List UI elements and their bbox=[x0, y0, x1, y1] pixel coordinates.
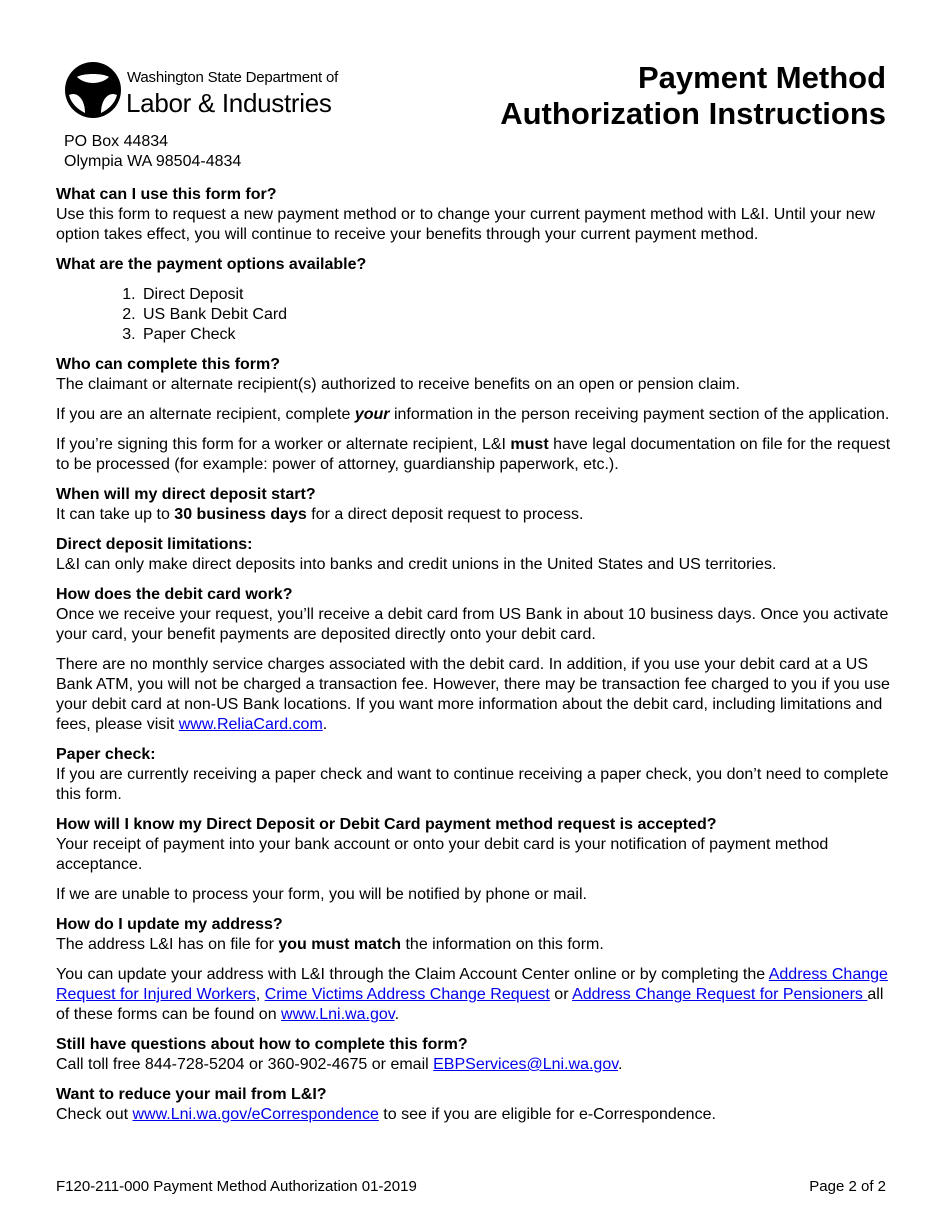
title-line2: Authorization Instructions bbox=[500, 96, 886, 131]
section-text: The claimant or alternate recipient(s) authorized to receive benefits on an open or pension claim. bbox=[56, 376, 740, 393]
address-change-pensioners-link[interactable]: Address Change Request for Pensioners bbox=[572, 986, 868, 1003]
agency-logo bbox=[63, 57, 339, 123]
section-heading: Still have questions about how to complete this form? bbox=[56, 1036, 468, 1053]
mailing-address bbox=[64, 132, 241, 172]
form-id: F120-211-000 Payment Method Authorization 01-2019 bbox=[56, 1178, 417, 1195]
agency-name-line1: Washington State Department of bbox=[127, 69, 339, 86]
section-text: Once we receive your request, you’ll receive a debit card from US Bank in about 10 business days. Once you activate your card, your benefit payments are deposited directly onto your debit card. bbox=[56, 606, 889, 643]
section-text: Call toll free 844-728-5204 or 360-902-4675 or email EBPServices@Lni.wa.gov. bbox=[56, 1056, 623, 1073]
section-text: Your receipt of payment into your bank account or onto your debit card is your notification of payment method acceptance. bbox=[56, 836, 829, 873]
list-item: 2. US Bank Debit Card bbox=[140, 305, 901, 325]
section-text: Use this form to request a new payment method or to change your current payment method with L&I. Until your new option takes effect, you will continue to receive your benefits through your current payment method. bbox=[56, 206, 876, 243]
agency-logo-icon bbox=[63, 57, 123, 121]
instructions-body bbox=[56, 185, 901, 1135]
section-heading: How does the debit card work? bbox=[56, 586, 293, 603]
section-text: L&I can only make direct deposits into banks and credit unions in the United States and US territories. bbox=[56, 556, 777, 573]
page-number: Page 2 of 2 bbox=[809, 1178, 886, 1195]
section-heading: Want to reduce your mail from L&I? bbox=[56, 1086, 327, 1103]
section-text: You can update your address with L&I through the Claim Account Center online or by completing the Address Change Request for Injured Workers, Crime Victims Address Change Request or Address Change Request for Pensioners all of these forms can be found on www.Lni.wa.gov. bbox=[56, 966, 888, 1023]
section-heading: Direct deposit limitations: bbox=[56, 536, 253, 553]
title-line1: Payment Method bbox=[637, 60, 886, 95]
section-deposit-start bbox=[56, 485, 901, 525]
section-heading: Paper check: bbox=[56, 746, 156, 763]
section-paper-check bbox=[56, 745, 901, 805]
section-text: It can take up to 30 business days for a direct deposit request to process. bbox=[56, 506, 584, 523]
section-request-accepted bbox=[56, 815, 901, 905]
lni-website-link[interactable]: www.Lni.wa.gov bbox=[281, 1006, 395, 1023]
payment-options-list bbox=[56, 285, 901, 345]
section-text: The address L&I has on file for you must match the information on this form. bbox=[56, 936, 604, 953]
section-text: If you are currently receiving a paper check and want to continue receiving a paper check, you don’t need to complete this form. bbox=[56, 766, 889, 803]
section-text: Check out www.Lni.wa.gov/eCorrespondence to see if you are eligible for e-Correspondence. bbox=[56, 1106, 716, 1123]
address-line2: Olympia WA 98504-4834 bbox=[64, 153, 242, 170]
section-text: If you are an alternate recipient, complete your information in the person receiving payment section of the application. bbox=[56, 406, 890, 423]
agency-name-line2: Labor & Industries bbox=[126, 88, 332, 118]
section-text: There are no monthly service charges associated with the debit card. In addition, if you use your debit card at a US Bank ATM, you will not be charged a transaction fee. However, there may be transaction fee charged to you if you use your debit card at non-US Bank locations. If you want more information about the debit card, including limitations and fees, please visit www.ReliaCard.com. bbox=[56, 656, 890, 733]
section-form-use bbox=[56, 185, 901, 245]
page-title bbox=[500, 60, 886, 132]
section-text: If you’re signing this form for a worker or alternate recipient, L&I must have legal documentation on file for the request to be processed (for example: power of attorney, guardianship paperwork, etc.). bbox=[56, 436, 891, 473]
section-payment-options bbox=[56, 255, 901, 345]
section-debit-card bbox=[56, 585, 901, 735]
address-line1: PO Box 44834 bbox=[64, 133, 169, 150]
section-deposit-limitations bbox=[56, 535, 901, 575]
list-item: 3. Paper Check bbox=[140, 325, 901, 345]
section-heading: What can I use this form for? bbox=[56, 186, 277, 203]
section-text: If we are unable to process your form, you will be notified by phone or mail. bbox=[56, 886, 587, 903]
section-heading: How do I update my address? bbox=[56, 916, 283, 933]
ecorrespondence-link[interactable]: www.Lni.wa.gov/eCorrespondence bbox=[132, 1106, 379, 1123]
section-heading: Who can complete this form? bbox=[56, 356, 281, 373]
crime-victims-address-change-link[interactable]: Crime Victims Address Change Request bbox=[264, 986, 550, 1003]
section-heading: What are the payment options available? bbox=[56, 256, 367, 273]
section-heading: How will I know my Direct Deposit or Debit Card payment method request is accepted? bbox=[56, 816, 717, 833]
section-update-address bbox=[56, 915, 901, 1025]
ebp-services-email-link[interactable]: EBPServices@Lni.wa.gov bbox=[433, 1056, 619, 1073]
section-questions bbox=[56, 1035, 901, 1075]
section-heading: When will my direct deposit start? bbox=[56, 486, 316, 503]
address-change-injured-workers-link[interactable]: Address Change Request for Injured Workers bbox=[56, 966, 888, 1003]
section-who-completes bbox=[56, 355, 901, 475]
reliacard-link[interactable]: www.ReliaCard.com bbox=[178, 716, 323, 733]
section-reduce-mail bbox=[56, 1085, 901, 1125]
list-item: 1. Direct Deposit bbox=[140, 285, 901, 305]
